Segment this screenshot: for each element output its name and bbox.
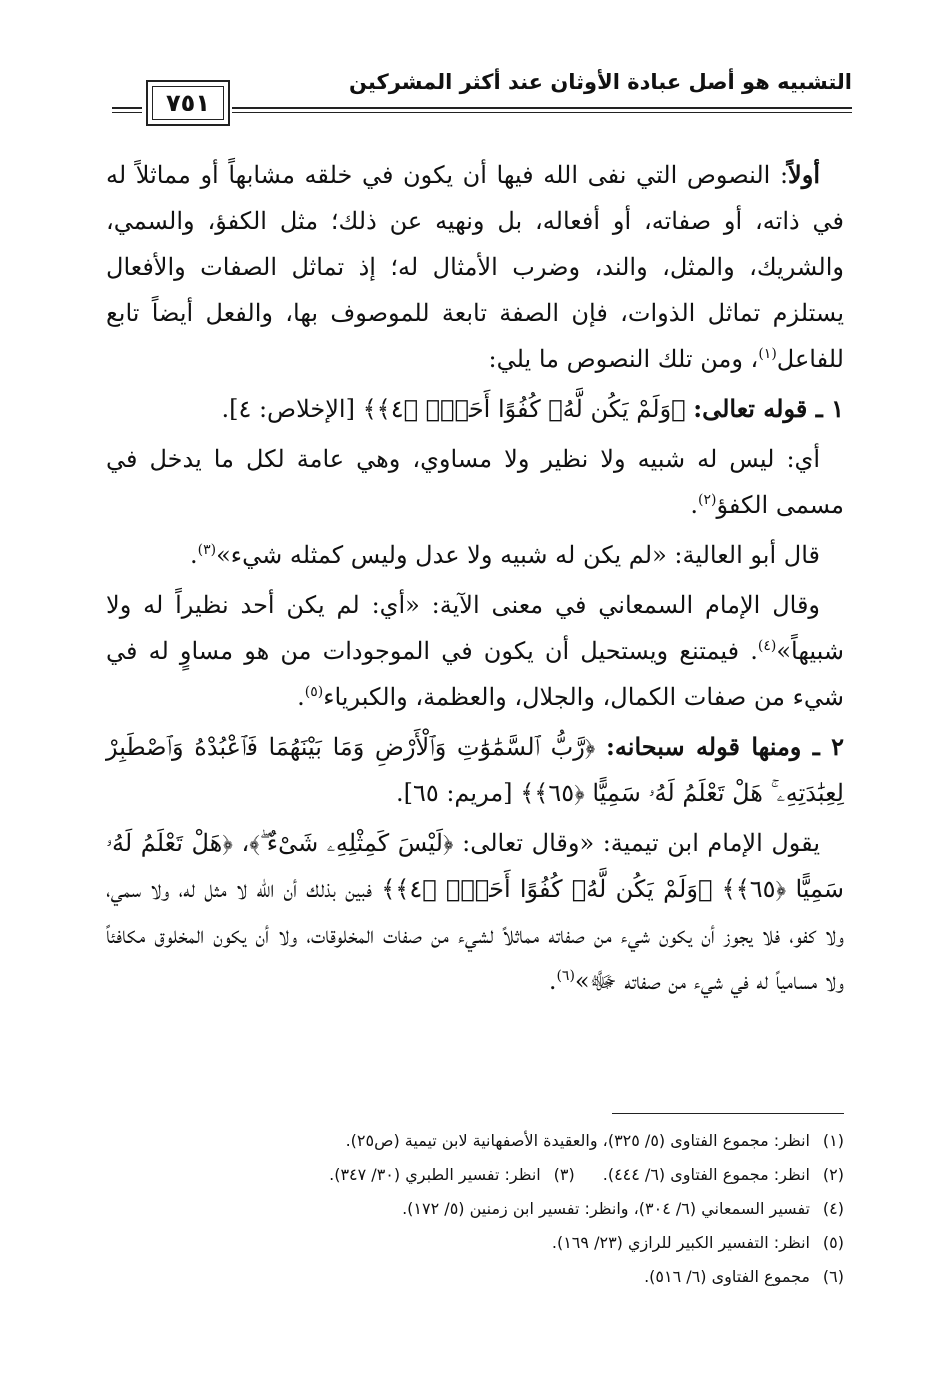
header-rule [112, 112, 142, 113]
page-header [112, 62, 852, 126]
footnote [106, 1158, 844, 1192]
running-title: التشبيه هو أصل عبادة الأوثان عند أكثر المشركين [349, 70, 852, 94]
paragraph-lead: أولاً [788, 160, 820, 189]
quran-verse: ﴿وَلَمْ يَكُن لَّهُۥ كُفُوًا أَحَدٌۢ ﴿٤﴾﴾ [362, 395, 686, 423]
verse-reference: [الإخلاص: ٤]. [221, 395, 355, 423]
paragraph [106, 532, 844, 578]
footnote-ref: (٤) [757, 638, 777, 654]
footnote [106, 1124, 844, 1158]
paragraph-text: . [297, 683, 305, 711]
footnote-text: انظر: مجموع الفتاوى (٥/ ٣٢٥)، والعقيدة الأصفهانية لابن تيمية (ص٢٥). [345, 1131, 810, 1150]
paragraph-text: . [690, 491, 698, 519]
paragraph [106, 436, 844, 528]
quran-verse: ﴿لَيْسَ كَمِثْلِهِۦ شَىْءٌ ۖ﴾ [249, 829, 454, 857]
paragraph [106, 820, 844, 1004]
paragraph [106, 152, 844, 382]
footnote-ref: (٦) [556, 968, 575, 984]
paragraph-text: ، ومن تلك النصوص ما يلي: [488, 345, 759, 373]
footnote-ref: (٢) [697, 492, 717, 508]
paragraph-text: . [190, 541, 198, 569]
paragraph [106, 582, 844, 720]
footnote-number: (١) [822, 1131, 844, 1150]
main-text [106, 152, 844, 1008]
quran-verse: ﴿رَّبُّ ٱلسَّمَٰوَٰتِ وَٱلْأَرْضِ وَمَا بَيْنَهُمَا فَٱعْبُدْهُ وَٱصْطَبِرْ لِعِبَٰدَتِهِۦ ۚ هَلْ تَعْلَمُ لَهُۥ سَمِيًّا ﴿٦٥﴾﴾ [106, 733, 844, 807]
paragraph-text: وقال الإمام السمعاني في معنى الآية: «أي: لم يكن أحد نظيراً له ولا شبيهاً» [106, 591, 844, 665]
footnote [106, 1192, 844, 1226]
footnote-number: (٢) [822, 1165, 844, 1184]
page-number: ٧٥١ [166, 89, 210, 117]
footnote-text: مجموع الفتاوى (٦/ ٥١٦). [644, 1267, 810, 1286]
item-lead: ٢ ـ ومنها قوله سبحانه: [606, 732, 844, 761]
footnote-number: (٥) [822, 1233, 844, 1252]
separator: ، [241, 829, 250, 857]
footnote [106, 1226, 844, 1260]
footnote-separator [612, 1113, 844, 1114]
header-rule [112, 107, 142, 109]
paragraph-text: . فيمتنع ويستحيل أن يكون في الموجودات من هو مساوٍ له في شيء من صفات الكمال، والجلال، والعظمة، والكبرياء [106, 637, 844, 711]
paragraph [106, 386, 844, 432]
paragraph-text: قال أبو العالية: «لم يكن له شبيه ولا عدل وليس كمثله شيء» [216, 541, 820, 569]
paragraph-text: يقول الإمام ابن تيمية: «وقال تعالى: [462, 829, 820, 857]
paragraph-text: : النصوص التي نفى الله فيها أن يكون في خلقه مشابهاً أو مماثلاً له في ذاته، أو صفاته، أو أفعاله، بل ونهيه عن ذلك؛ مثل الكفؤ، والسمي، والشريك، والمثل، والند، وضرب الأمثال له؛ إذ تماثل الصفات والأفعال يستلزم تماثل الذوات، فإن الصفة تابعة للموصوف بها، والفعل أيضاً تابع للفاعل [106, 161, 844, 373]
footnote-number: (٣) [553, 1165, 575, 1184]
footnote-number: (٤) [822, 1199, 844, 1218]
page-number-frame [146, 80, 230, 126]
paragraph [106, 724, 844, 816]
quran-verse: ﴿وَلَمْ يَكُن لَّهُۥ كُفُوًا أَحَدٌۢ ﴿٤﴾﴾ [381, 875, 713, 903]
footnote [106, 1260, 844, 1294]
footnote-ref: (١) [758, 346, 777, 362]
footnotes [106, 1124, 844, 1294]
verse-reference: [مريم: ٦٥]. [395, 779, 513, 807]
footnote-number: (٦) [822, 1267, 844, 1286]
quran-verse: ﴿هَلْ تَعْلَمُ لَهُۥ سَمِيًّا ﴿٦٥﴾﴾ [106, 829, 844, 903]
paragraph-text: فبين بذلك أن الله لا مثل له، ولا سمي، ولا كفو، فلا يجوز أن يكون شيء من صفاته مماثلاً لشيء من صفات المخلوقات، ولا أن يكون المخلوق مكافئاً ولا مسامياً له في شيء من صفاته ﷻ» [106, 875, 844, 995]
header-rule [232, 107, 852, 109]
footnote-text: تفسير السمعاني (٦/ ٣٠٤)، وانظر: تفسير ابن زمنين (٥/ ١٧٢). [402, 1199, 810, 1218]
paragraph-text: أي: ليس له شبيه ولا نظير ولا مساوي، وهي عامة لكل ما يدخل في مسمى الكفؤ [106, 445, 844, 519]
footnote-ref: (٣) [197, 542, 217, 558]
item-lead: ١ ـ قوله تعالى: [693, 394, 844, 423]
header-rule [232, 112, 852, 113]
footnote-ref: (٥) [304, 684, 324, 700]
footnote-text: انظر: مجموع الفتاوى (٦/ ٤٤٤). [602, 1165, 810, 1184]
footnote-text: انظر: تفسير الطبري (٣٠/ ٣٤٧). [329, 1165, 541, 1184]
footnote-text: انظر: التفسير الكبير للرازي (٢٣/ ١٦٩). [551, 1233, 810, 1252]
paragraph-text: . [548, 967, 557, 995]
